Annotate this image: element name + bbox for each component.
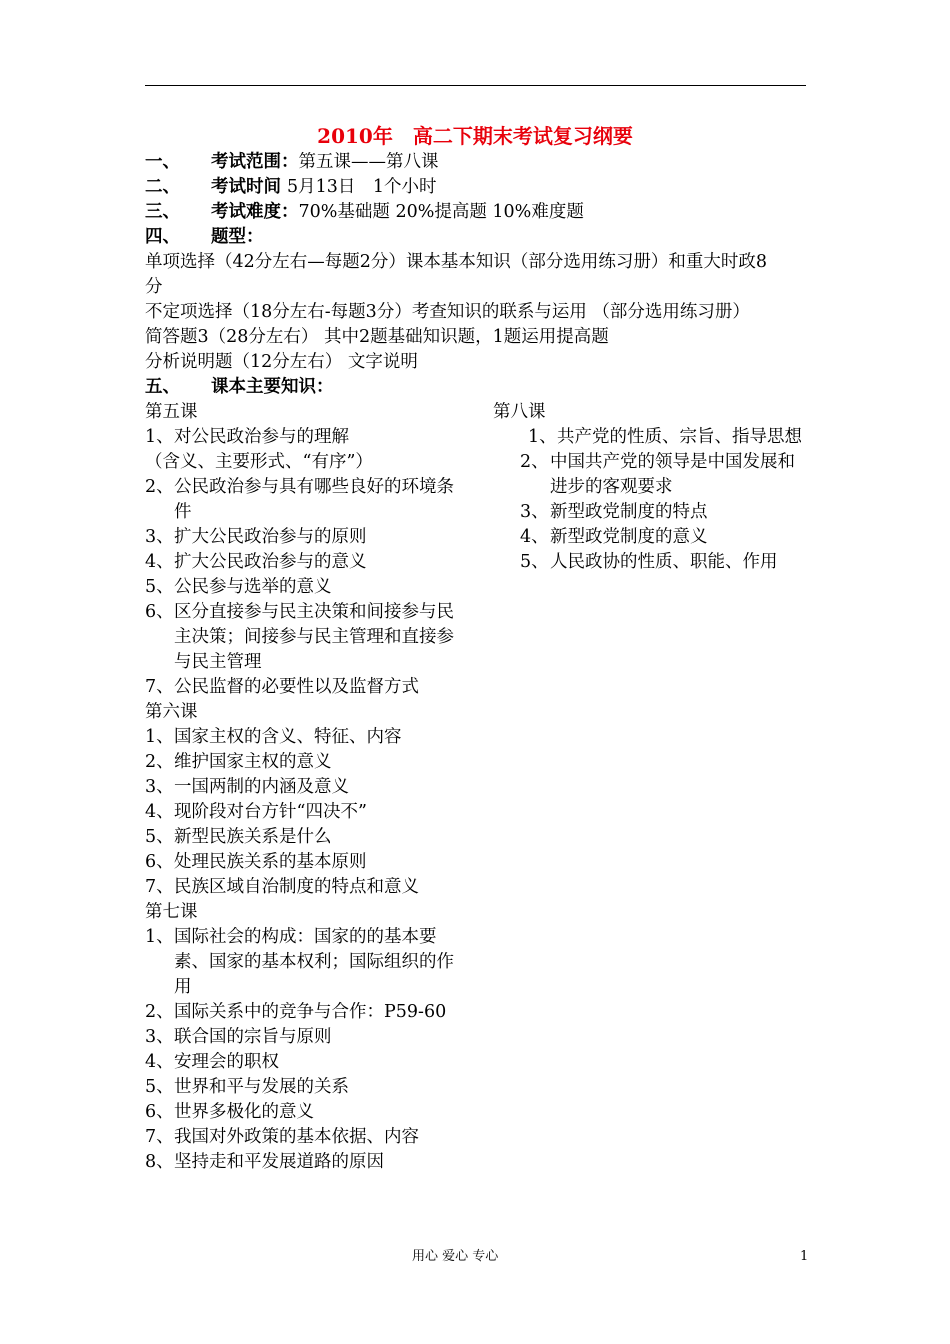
list-item: （含义、主要形式、“有序”） — [145, 452, 373, 472]
section-number: 五、 — [145, 377, 180, 397]
type-analysis: 分析说明题（12分左右） 文字说明 — [145, 352, 418, 372]
list-item: 7、 公民监督的必要性以及监督方式 — [145, 677, 419, 697]
section-label: 考试难度： — [211, 202, 299, 222]
type-single-choice: 单项选择（42分左右—每题2分）课本基本知识（部分选用练习册）和重大时政8 — [145, 252, 768, 272]
section-number: 一、 — [145, 152, 180, 172]
list-item: 4、 扩大公民政治参与的意义 — [145, 552, 367, 572]
page-title: 2010年 高二下期末考试复习纲要 — [317, 124, 633, 148]
lesson-heading: 第五课 — [145, 402, 198, 422]
list-item: 6、 区分直接参与民主决策和间接参与民主决策；间接参与民主管理和直接参与民主管理 — [145, 602, 454, 672]
list-item: 1、 国际社会的构成：国家的的基本要素、国家的基本权利；国际组织的作用 — [145, 927, 454, 997]
section-label: 题型： — [211, 227, 264, 247]
header-rule — [145, 85, 806, 86]
lesson-heading: 第七课 — [145, 902, 198, 922]
list-item: 2、 中国共产党的领导是中国发展和进步的客观要求 — [520, 452, 795, 497]
section-value: 5月13日 1个小时 — [287, 177, 437, 197]
list-item: 2、 国际关系中的竞争与合作：P59-60 — [145, 1002, 447, 1022]
list-item: 3、 扩大公民政治参与的原则 — [145, 527, 367, 547]
section-exam-difficulty — [145, 200, 584, 225]
footer-motto: 用心 爱心 专心 — [412, 1249, 499, 1264]
lesson-heading: 第八课 — [493, 402, 546, 422]
list-item: 6、 世界多极化的意义 — [145, 1102, 314, 1122]
list-item: 1、 对公民政治参与的理解 — [145, 427, 349, 447]
section-number: 三、 — [145, 202, 180, 222]
list-item: 3、 联合国的宗旨与原则 — [145, 1027, 332, 1047]
type-single-choice-wrap: 分 — [145, 277, 163, 297]
section-exam-scope — [145, 150, 439, 175]
list-item: 4、 现阶段对台方针“四决不” — [145, 802, 367, 822]
section-number: 四、 — [145, 227, 180, 247]
section-number: 二、 — [145, 177, 180, 197]
list-item: 7、 我国对外政策的基本依据、内容 — [145, 1127, 419, 1147]
section-label: 考试范围： — [211, 152, 299, 172]
left-column — [145, 400, 463, 1175]
list-item: 5、 人民政协的性质、职能、作用 — [520, 552, 778, 572]
section-exam-time — [145, 175, 437, 200]
list-item: 1、 国家主权的含义、特征、内容 — [145, 727, 402, 747]
section-label: 考试时间 — [211, 177, 281, 197]
list-item: 6、 处理民族关系的基本原则 — [145, 852, 367, 872]
section-value: 第五课——第八课 — [298, 152, 439, 172]
list-item: 3、 新型政党制度的特点 — [520, 502, 708, 522]
list-item: 1、 共产党的性质、宗旨、指导思想 — [528, 427, 802, 447]
type-multiple-choice: 不定项选择（18分左右-每题3分）考查知识的联系与运用 （部分选用练习册） — [145, 302, 750, 322]
list-item: 2、 维护国家主权的意义 — [145, 752, 332, 772]
right-column — [493, 400, 811, 575]
lesson-heading: 第六课 — [145, 702, 198, 722]
section-question-types — [145, 225, 264, 250]
page-number: 1 — [800, 1249, 809, 1264]
list-item: 5、 新型民族关系是什么 — [145, 827, 332, 847]
section-main-knowledge — [145, 375, 334, 400]
list-item: 5、 公民参与选举的意义 — [145, 577, 332, 597]
list-item: 4、 安理会的职权 — [145, 1052, 279, 1072]
section-label: 课本主要知识： — [211, 377, 334, 397]
list-item: 4、 新型政党制度的意义 — [520, 527, 708, 547]
section-value: 70%基础题 20%提高题 10%难度题 — [298, 202, 584, 222]
list-item: 2、 公民政治参与具有哪些良好的环境条件 — [145, 477, 454, 522]
list-item: 5、 世界和平与发展的关系 — [145, 1077, 349, 1097]
list-item: 7、 民族区域自治制度的特点和意义 — [145, 877, 419, 897]
type-short-answer: 简答题3（28分左右） 其中2题基础知识题，1题运用提高题 — [145, 327, 609, 347]
list-item: 3、 一国两制的内涵及意义 — [145, 777, 349, 797]
list-item: 8、 坚持走和平发展道路的原因 — [145, 1152, 384, 1172]
